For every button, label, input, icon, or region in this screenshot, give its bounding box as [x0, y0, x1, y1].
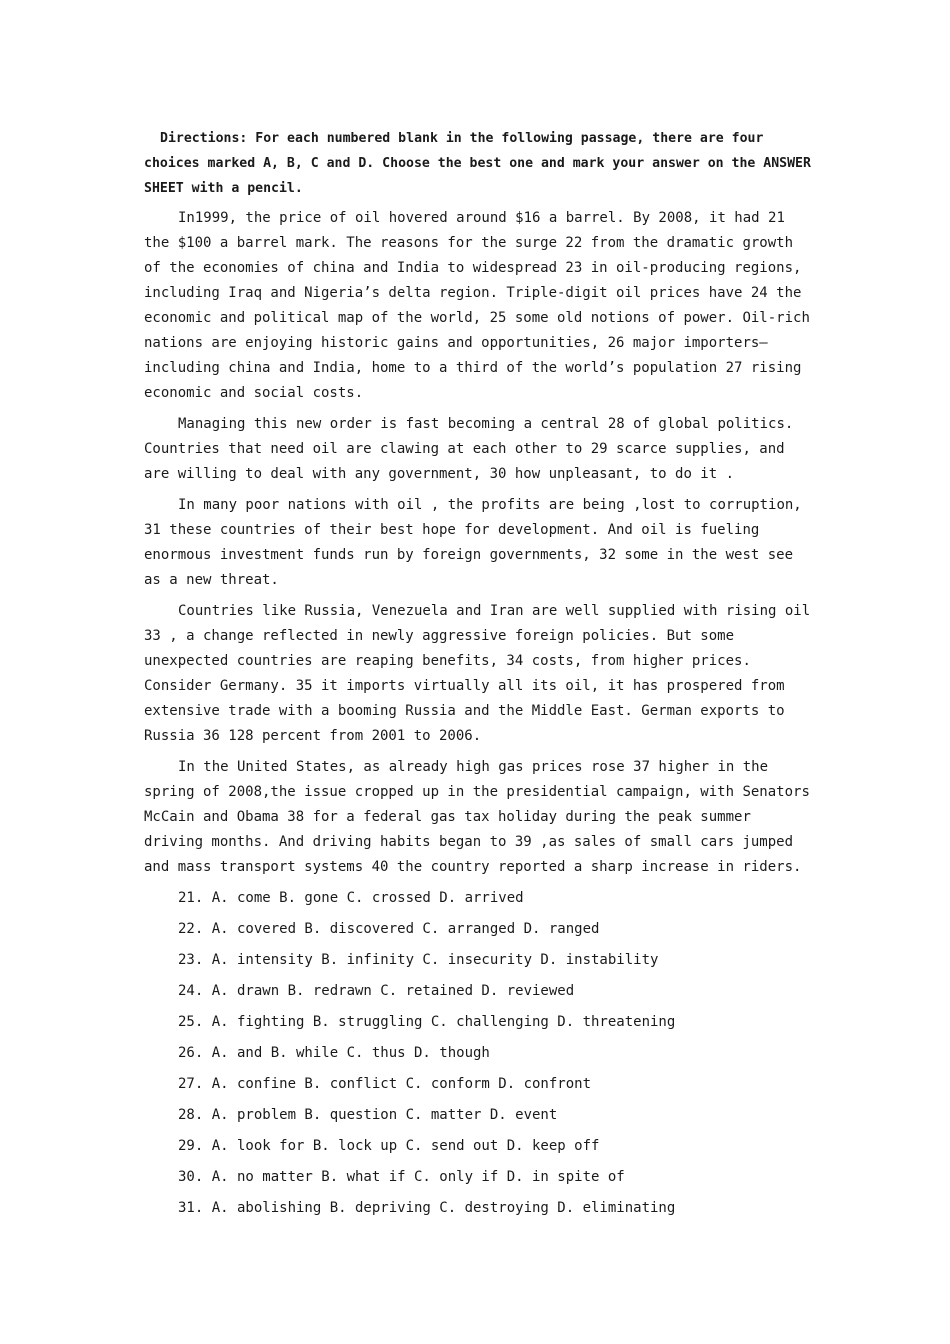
option-line-29: 29. A. look for B. lock up C. send out D. keep off: [178, 1138, 600, 1155]
option-line-31: 31. A. abolishing B. depriving C. destroying D. eliminating: [178, 1200, 676, 1217]
answer-options-list: [144, 886, 812, 1227]
option-line-24: 24. A. drawn B. redrawn C. retained D. reviewed: [178, 983, 575, 1000]
passage-paragraph-4: Countries like Russia, Venezuela and Iran are well supplied with rising oil 33 , a change reflected in newly aggressive foreign policies. But some unexpected countries are reaping benefits, 34 costs, from higher prices. Consider Germany. 35 it imports virtually all its oil, it has prospered from extensive trade with a booming Russia and the Middle East. German exports to Russia 36 128 percent from 2001 to 2006.: [144, 603, 819, 745]
option-line-22: 22. A. covered B. discovered C. arranged D. ranged: [178, 921, 600, 938]
option-line-23: 23. A. intensity B. infinity C. insecurity D. instability: [178, 952, 659, 969]
option-line-26: 26. A. and B. while C. thus D. though: [178, 1045, 490, 1062]
option-line-30: 30. A. no matter B. what if C. only if D. in spite of: [178, 1169, 625, 1186]
option-line-28: 28. A. problem B. question C. matter D. event: [178, 1107, 558, 1124]
passage-paragraph-3: In many poor nations with oil , the profits are being ,lost to corruption, 31 these countries of their best hope for development. And oil is fueling enormous investment funds run by foreign governments, 32 some in the west see as a new threat.: [144, 497, 811, 589]
passage-paragraph-2: Managing this new order is fast becoming a central 28 of global politics. Countries that need oil are clawing at each other to 29 scarce supplies, and are willing to deal with any government, 30 how unpleasant, to do it .: [144, 416, 802, 483]
passage-paragraph-5: In the United States, as already high gas prices rose 37 higher in the spring of 2008,the issue cropped up in the presidential campaign, with Senators McCain and Obama 38 for a federal gas tax holiday during the peak summer driving months. And driving habits began to 39 ,as sales of small cars jumped and mass transport systems 40 the country reported a sharp increase in riders.: [144, 759, 819, 876]
passage-paragraph-1: In1999, the price of oil hovered around $16 a barrel. By 2008, it had 21 the $100 a barrel mark. The reasons for the surge 22 from the dramatic growth of the economies of china and India to widespread 23 in oil-producing regions, including Iraq and Nigeria’s delta region. Triple-digit oil prices have 24 the economic and political map of the world, 25 some old notions of power. Oil-rich nations are enjoying historic gains and opportunities, 26 major importers—including china and India, home to a third of the world’s population 27 rising economic and social costs.: [144, 210, 819, 402]
option-line-27: 27. A. confine B. conflict C. conform D. confront: [178, 1076, 592, 1093]
option-line-21: 21. A. come B. gone C. crossed D. arrived: [178, 890, 524, 907]
document-page: [144, 127, 819, 1227]
directions-text: Directions: For each numbered blank in the following passage, there are four choices marked A, B, C and D. Choose the best one and mark your answer on the ANSWER SHEET with a pencil.: [144, 131, 819, 196]
option-line-25: 25. A. fighting B. struggling C. challenging D. threatening: [178, 1014, 676, 1031]
